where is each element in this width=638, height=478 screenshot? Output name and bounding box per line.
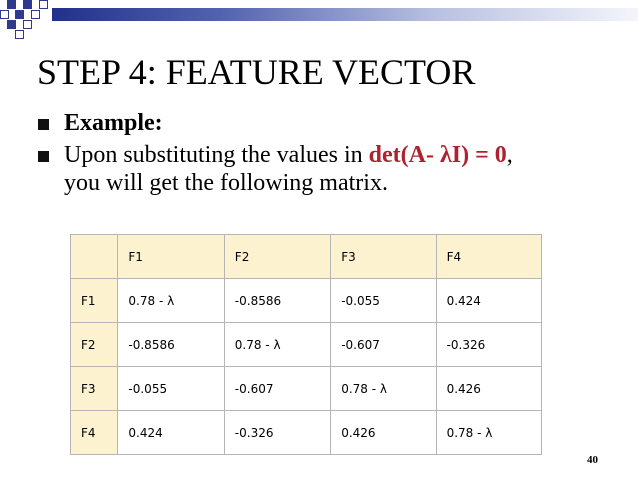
bullet-item	[38, 141, 598, 197]
matrix-column-header: F1	[118, 235, 224, 279]
matrix-cell: -0.326	[436, 323, 541, 367]
matrix-cell: 0.424	[118, 411, 224, 455]
matrix-column-header: F4	[436, 235, 541, 279]
matrix-row-header: F2	[71, 323, 118, 367]
deco-square	[15, 30, 24, 39]
deco-square	[23, 20, 32, 29]
bullet-text-line2: you will get the following matrix.	[64, 170, 388, 196]
matrix-column-header: F2	[224, 235, 330, 279]
matrix-cell: -0.055	[118, 367, 224, 411]
matrix-cell: 0.78 - λ	[224, 323, 330, 367]
bullet-list	[38, 109, 598, 197]
matrix-cell: 0.78 - λ	[436, 411, 541, 455]
matrix-cell: -0.8586	[224, 279, 330, 323]
matrix-column-header: F3	[331, 235, 436, 279]
matrix-cell: -0.607	[224, 367, 330, 411]
bullet-text: Upon substituting the values in	[64, 142, 369, 168]
bullet-item	[38, 109, 598, 137]
matrix-cell: -0.055	[331, 279, 436, 323]
matrix-row	[71, 279, 542, 323]
matrix-cell: 0.78 - λ	[118, 279, 224, 323]
matrix-row-header: F1	[71, 279, 118, 323]
matrix-row	[71, 411, 542, 455]
page-number: 40	[587, 454, 598, 466]
matrix-table	[70, 234, 542, 455]
matrix-cell: 0.426	[331, 411, 436, 455]
deco-square	[23, 0, 32, 9]
square-bullet-icon	[38, 119, 49, 130]
deco-square	[7, 20, 16, 29]
matrix-cell: -0.8586	[118, 323, 224, 367]
matrix-header-row	[71, 235, 542, 279]
matrix-row	[71, 367, 542, 411]
slide-title: STEP 4: FEATURE VECTOR	[37, 52, 476, 92]
bullet-text-punct: ,	[506, 142, 513, 168]
bullet-text-example: Example:	[64, 110, 163, 136]
matrix-corner-cell	[71, 235, 118, 279]
matrix-cell: 0.78 - λ	[331, 367, 436, 411]
deco-square	[0, 10, 9, 19]
matrix-row-header: F4	[71, 411, 118, 455]
deco-square	[39, 0, 48, 9]
deco-square	[7, 0, 16, 9]
matrix-row-header: F3	[71, 367, 118, 411]
decorative-squares	[0, 0, 60, 40]
deco-square	[31, 10, 40, 19]
matrix-cell: -0.607	[331, 323, 436, 367]
matrix-cell: -0.326	[224, 411, 330, 455]
deco-square	[15, 10, 24, 19]
matrix-row	[71, 323, 542, 367]
matrix-cell: 0.426	[436, 367, 541, 411]
header-gradient-bar	[52, 8, 638, 21]
determinant-formula: det(A- λI) = 0	[368, 142, 507, 168]
square-bullet-icon	[38, 151, 49, 162]
matrix-cell: 0.424	[436, 279, 541, 323]
